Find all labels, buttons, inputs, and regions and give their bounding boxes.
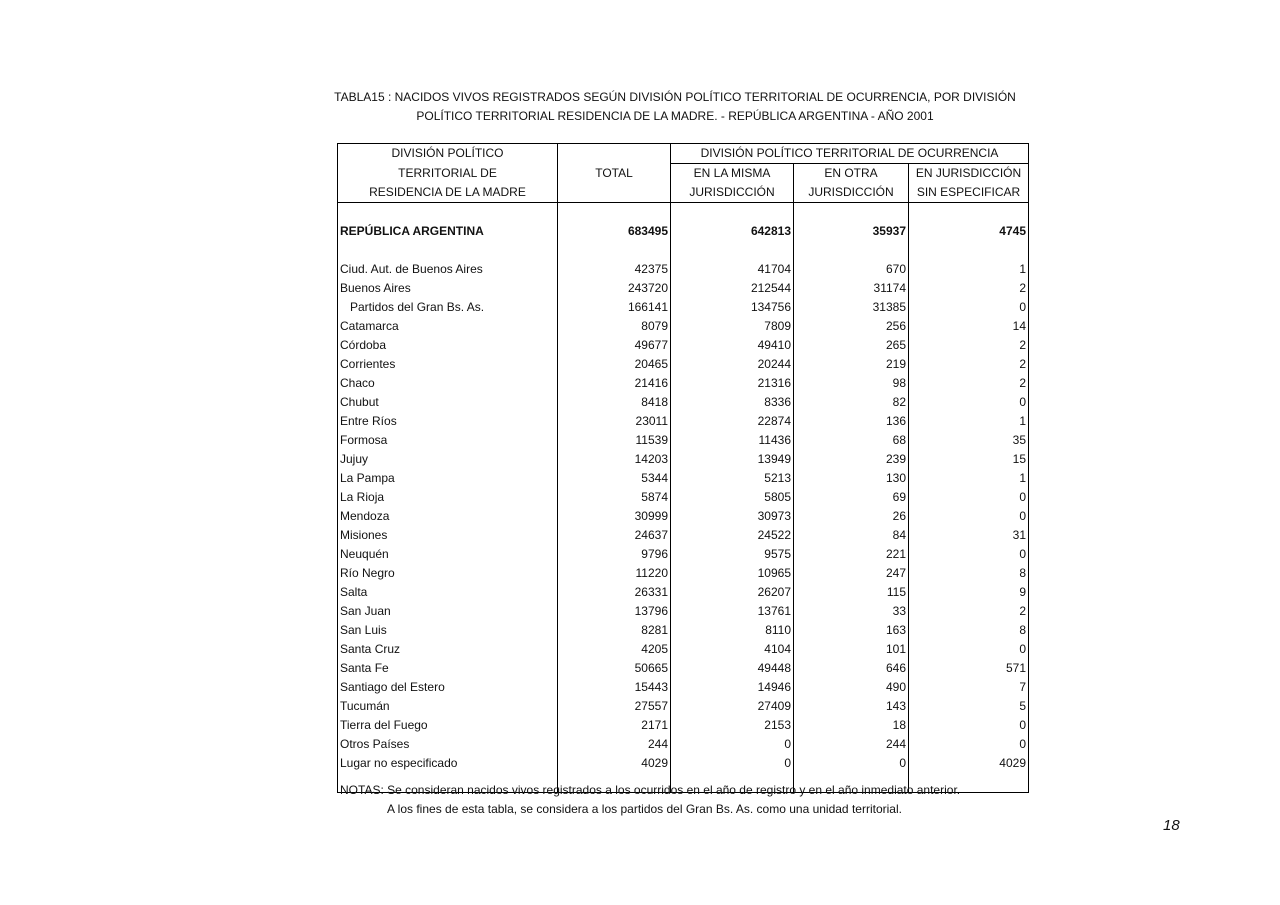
header-sin-line-2: SIN ESPECIFICAR (909, 183, 1029, 203)
header-residence-line-3: RESIDENCIA DE LA MADRE (338, 183, 558, 203)
row-sin: 8 (909, 564, 1029, 583)
row-name: Río Negro (340, 566, 395, 580)
table-row (338, 507, 1029, 526)
row-sin: 2 (909, 374, 1029, 393)
row-sin: 15 (909, 450, 1029, 469)
table-row (338, 735, 1029, 754)
row-misma: 9575 (671, 545, 794, 564)
row-sin: 0 (909, 507, 1029, 526)
row-sin: 1 (909, 412, 1029, 431)
row-name: Ciud. Aut. de Buenos Aires (340, 262, 483, 276)
row-total: 8079 (558, 317, 671, 336)
row-sin: 1 (909, 469, 1029, 488)
table-title-line-1: TABLA15 : NACIDOS VIVOS REGISTRADOS SEGÚN DIVISIÓN POLÍTICO TERRITORIAL DE OCURRENCIA, POR DIVISIÓN (334, 90, 1016, 104)
row-otra: 26 (794, 507, 909, 526)
row-total: 23011 (558, 412, 671, 431)
row-misma: 14946 (671, 678, 794, 697)
row-misma: 26207 (671, 583, 794, 602)
row-misma: 0 (671, 735, 794, 754)
row-name: Tierra del Fuego (340, 718, 428, 732)
row-misma: 49448 (671, 659, 794, 678)
row-sin: 0 (909, 735, 1029, 754)
row-sin: 14 (909, 317, 1029, 336)
row-sin: 1 (909, 260, 1029, 279)
row-total: 50665 (558, 659, 671, 678)
row-total: 27557 (558, 697, 671, 716)
row-total: 11539 (558, 431, 671, 450)
table-row (338, 621, 1029, 640)
row-otra: 31174 (794, 279, 909, 298)
row-otra: 247 (794, 564, 909, 583)
row-misma: 2153 (671, 716, 794, 735)
row-total: 4205 (558, 640, 671, 659)
table-row (338, 374, 1029, 393)
table-row (338, 602, 1029, 621)
row-misma: 134756 (671, 298, 794, 317)
row-name: San Luis (340, 623, 387, 637)
table-row (338, 659, 1029, 678)
table-row (338, 298, 1029, 317)
row-name: Corrientes (340, 357, 396, 371)
row-otra: 0 (794, 754, 909, 773)
summary-row (338, 222, 1029, 241)
row-name: Santiago del Estero (340, 680, 445, 694)
row-total: 30999 (558, 507, 671, 526)
row-total: 15443 (558, 678, 671, 697)
table-row (338, 393, 1029, 412)
row-sin: 5 (909, 697, 1029, 716)
header-occurrence-group: DIVISIÓN POLÍTICO TERRITORIAL DE OCURRENCIA (671, 144, 1029, 164)
row-name: Salta (340, 585, 368, 599)
row-sin: 0 (909, 393, 1029, 412)
notes-line-1: NOTAS: Se consideran nacidos vivos registrados a los ocurridos en el año de registro y en el año inmediato anterior. (340, 783, 961, 797)
row-sin: 2 (909, 355, 1029, 374)
row-total: 2171 (558, 716, 671, 735)
table-row (338, 583, 1029, 602)
row-name: Catamarca (340, 319, 399, 333)
summary-misma: 642813 (671, 222, 794, 241)
table-row (338, 279, 1029, 298)
row-sin: 9 (909, 583, 1029, 602)
header-misma-line-1: EN LA MISMA (671, 164, 794, 184)
row-total: 243720 (558, 279, 671, 298)
row-otra: 490 (794, 678, 909, 697)
table-title (300, 88, 1050, 126)
row-misma: 30973 (671, 507, 794, 526)
header-otra-line-1: EN OTRA (794, 164, 909, 184)
row-otra: 163 (794, 621, 909, 640)
row-misma: 41704 (671, 260, 794, 279)
row-sin: 2 (909, 336, 1029, 355)
summary-name: REPÚBLICA ARGENTINA (340, 224, 484, 238)
row-misma: 212544 (671, 279, 794, 298)
row-misma: 5213 (671, 469, 794, 488)
row-misma: 49410 (671, 336, 794, 355)
row-name: Entre Ríos (340, 414, 397, 428)
table-row (338, 754, 1029, 773)
row-total: 13796 (558, 602, 671, 621)
row-otra: 646 (794, 659, 909, 678)
row-sin: 4029 (909, 754, 1029, 773)
row-total: 14203 (558, 450, 671, 469)
row-otra: 130 (794, 469, 909, 488)
row-otra: 219 (794, 355, 909, 374)
row-sin: 2 (909, 279, 1029, 298)
row-misma: 8336 (671, 393, 794, 412)
row-otra: 256 (794, 317, 909, 336)
row-misma: 22874 (671, 412, 794, 431)
table-row (338, 469, 1029, 488)
row-name: Chaco (340, 376, 375, 390)
table-row (338, 336, 1029, 355)
row-name: Mendoza (340, 509, 390, 523)
row-otra: 31385 (794, 298, 909, 317)
row-total: 21416 (558, 374, 671, 393)
row-name: Santa Cruz (340, 642, 401, 656)
row-name: San Juan (340, 604, 391, 618)
table-row (338, 697, 1029, 716)
row-name: Santa Fe (340, 661, 389, 675)
row-misma: 13761 (671, 602, 794, 621)
header-otra-line-2: JURISDICCIÓN (794, 183, 909, 203)
row-total: 24637 (558, 526, 671, 545)
row-sin: 571 (909, 659, 1029, 678)
row-misma: 13949 (671, 450, 794, 469)
row-name: La Rioja (340, 490, 385, 504)
row-misma: 5805 (671, 488, 794, 507)
row-sin: 0 (909, 640, 1029, 659)
row-sin: 35 (909, 431, 1029, 450)
table-row (338, 545, 1029, 564)
row-sin: 0 (909, 488, 1029, 507)
row-name: Lugar no especificado (340, 756, 458, 770)
row-total: 166141 (558, 298, 671, 317)
row-otra: 68 (794, 431, 909, 450)
row-otra: 265 (794, 336, 909, 355)
row-name: Neuquén (340, 547, 389, 561)
row-sin: 0 (909, 298, 1029, 317)
row-otra: 18 (794, 716, 909, 735)
row-total: 8418 (558, 393, 671, 412)
row-misma: 24522 (671, 526, 794, 545)
summary-sin: 4745 (909, 222, 1029, 241)
row-otra: 115 (794, 583, 909, 602)
table-row (338, 412, 1029, 431)
row-total: 26331 (558, 583, 671, 602)
row-sin: 7 (909, 678, 1029, 697)
row-misma: 27409 (671, 697, 794, 716)
table-row (338, 678, 1029, 697)
row-total: 9796 (558, 545, 671, 564)
row-name: La Pampa (340, 471, 395, 485)
row-otra: 33 (794, 602, 909, 621)
table-row (338, 716, 1029, 735)
row-sin: 2 (909, 602, 1029, 621)
row-otra: 670 (794, 260, 909, 279)
header-sin-line-1: EN JURISDICCIÓN (909, 164, 1029, 184)
header-total: TOTAL (558, 164, 671, 184)
row-name: Chubut (340, 395, 379, 409)
header-misma-line-2: JURISDICCIÓN (671, 183, 794, 203)
row-total: 49677 (558, 336, 671, 355)
table-row (338, 640, 1029, 659)
row-otra: 221 (794, 545, 909, 564)
page-number: 18 (1163, 817, 1180, 834)
row-name: Córdoba (340, 338, 387, 352)
row-total: 244 (558, 735, 671, 754)
row-sin: 8 (909, 621, 1029, 640)
row-name: Partidos del Gran Bs. As. (350, 300, 485, 314)
table-row (338, 317, 1029, 336)
table-row (338, 260, 1029, 279)
row-name: Buenos Aires (340, 281, 411, 295)
summary-total: 683495 (558, 222, 671, 241)
row-total: 8281 (558, 621, 671, 640)
row-otra: 244 (794, 735, 909, 754)
notes (340, 781, 960, 819)
row-total: 42375 (558, 260, 671, 279)
row-misma: 20244 (671, 355, 794, 374)
row-otra: 239 (794, 450, 909, 469)
row-misma: 21316 (671, 374, 794, 393)
row-misma: 8110 (671, 621, 794, 640)
row-total: 20465 (558, 355, 671, 374)
row-misma: 0 (671, 754, 794, 773)
table-row (338, 488, 1029, 507)
table-row (338, 355, 1029, 374)
row-sin: 0 (909, 545, 1029, 564)
header-residence-line-2: TERRITORIAL DE (398, 165, 497, 180)
table-row (338, 450, 1029, 469)
row-otra: 101 (794, 640, 909, 659)
row-total: 11220 (558, 564, 671, 583)
row-otra: 136 (794, 412, 909, 431)
row-misma: 11436 (671, 431, 794, 450)
row-name: Jujuy (340, 452, 369, 466)
row-otra: 143 (794, 697, 909, 716)
header-residence-line-1: DIVISIÓN POLÍTICO (391, 146, 504, 161)
row-sin: 31 (909, 526, 1029, 545)
row-total: 5344 (558, 469, 671, 488)
row-name: Otros Países (340, 737, 410, 751)
row-misma: 4104 (671, 640, 794, 659)
table-row (338, 564, 1029, 583)
row-name: Formosa (340, 433, 388, 447)
births-table (337, 143, 1029, 793)
table-row (338, 431, 1029, 450)
row-otra: 98 (794, 374, 909, 393)
row-name: Misiones (340, 528, 388, 542)
row-otra: 82 (794, 393, 909, 412)
table-title-line-2: POLÍTICO TERRITORIAL RESIDENCIA DE LA MADRE. - REPÚBLICA ARGENTINA - AÑO 2001 (416, 109, 934, 123)
row-total: 4029 (558, 754, 671, 773)
row-misma: 7809 (671, 317, 794, 336)
table-row (338, 526, 1029, 545)
row-misma: 10965 (671, 564, 794, 583)
row-sin: 0 (909, 716, 1029, 735)
row-otra: 84 (794, 526, 909, 545)
notes-line-2: A los fines de esta tabla, se considera a los partidos del Gran Bs. As. como una unidad territorial. (387, 802, 902, 816)
row-name: Tucumán (340, 699, 390, 713)
row-otra: 69 (794, 488, 909, 507)
row-total: 5874 (558, 488, 671, 507)
summary-otra: 35937 (794, 222, 909, 241)
